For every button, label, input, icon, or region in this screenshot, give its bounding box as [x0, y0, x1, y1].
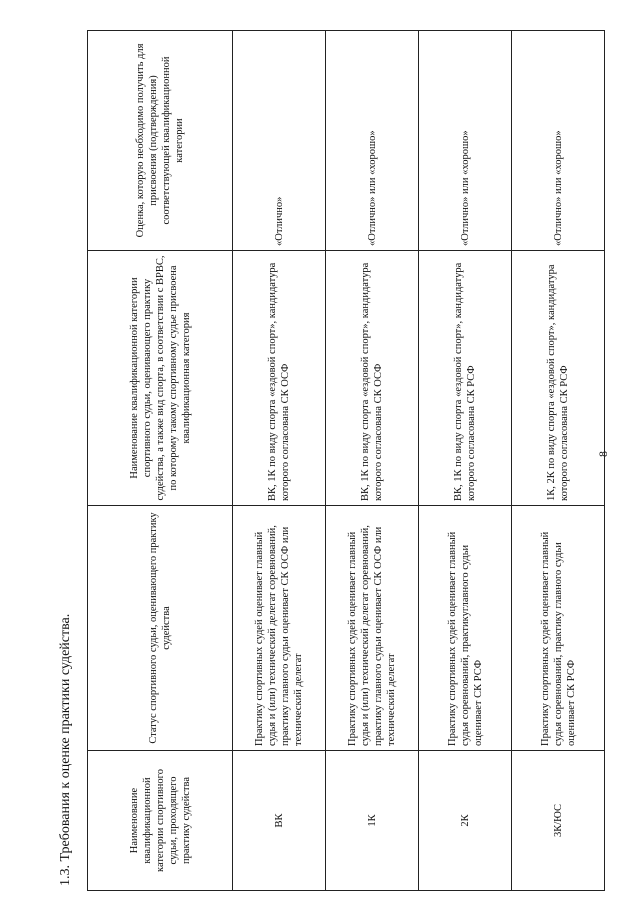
cell-grade: «Отлично»	[233, 31, 326, 251]
cell-category: 1К	[326, 751, 419, 891]
table-row	[326, 31, 419, 891]
table-row	[233, 31, 326, 891]
table-header-row	[88, 31, 233, 891]
cell-status: Практику спортивных судей оценивает главный судья соревнований, практику главного судьи оценивает СК РСФ	[512, 506, 605, 751]
cell-category: 3К/ЮС	[512, 751, 605, 891]
cell-grade: «Отлично» или «хорошо»	[512, 31, 605, 251]
table-row	[512, 31, 605, 891]
table-row	[419, 31, 512, 891]
rotated-table-region	[87, 31, 617, 891]
cell-evaluator: ВК, 1К по виду спорта «ездовой спорт», кандидатура которого согласована СК ОСФ	[326, 251, 419, 506]
cell-evaluator: ВК, 1К по виду спорта «ездовой спорт», кандидатура которого согласована СК ОСФ	[233, 251, 326, 506]
cell-grade: «Отлично» или «хорошо»	[419, 31, 512, 251]
cell-category: 2К	[419, 751, 512, 891]
page-number: 8	[596, 451, 610, 457]
header-evaluator: Наименование квалификационной категории спортивного судьи, оценивающего практику судейства, а также вид спорта, в соответствии с ВРВС, по которому такому спортивному судье присвоена квалификационная категория	[88, 251, 233, 506]
header-category: Наименование квалификационной категории спортивного судьи, проходящего практику судейства	[88, 751, 233, 891]
cell-grade: «Отлично» или «хорошо»	[326, 31, 419, 251]
cell-status: Практику спортивных судей оценивает главный судья и (или) технический делегат соревнований, практику главного судьи оценивает СК ОСФ или технический делегат	[326, 506, 419, 751]
header-grade: Оценка, которую необходимо получить для присвоения (подтверждения) соответствующей квалификационной категории	[88, 31, 233, 251]
cell-status: Практику спортивных судей оценивает главный судья соревнований, практикуглавного судьи оценивает СК РСФ	[419, 506, 512, 751]
cell-evaluator: ВК, 1К по виду спорта «ездовой спорт», кандидатура которого согласована СК РСФ	[419, 251, 512, 506]
cell-category: ВК	[233, 751, 326, 891]
requirements-table	[87, 30, 605, 891]
cell-evaluator: 1К, 2К по виду спорта «ездовой спорт», кандидатура которого согласована СК РСФ	[512, 251, 605, 506]
section-caption: 1.3. Требования к оценке практики судейства.	[58, 613, 73, 886]
header-status: Статус спортивного судьи, оценивающего практику судейства	[88, 506, 233, 751]
cell-status: Практику спортивных судей оценивает главный судья и (или) технический делегат соревнований, практику главного судьи оценивает СК ОСФ или технический делегат	[233, 506, 326, 751]
